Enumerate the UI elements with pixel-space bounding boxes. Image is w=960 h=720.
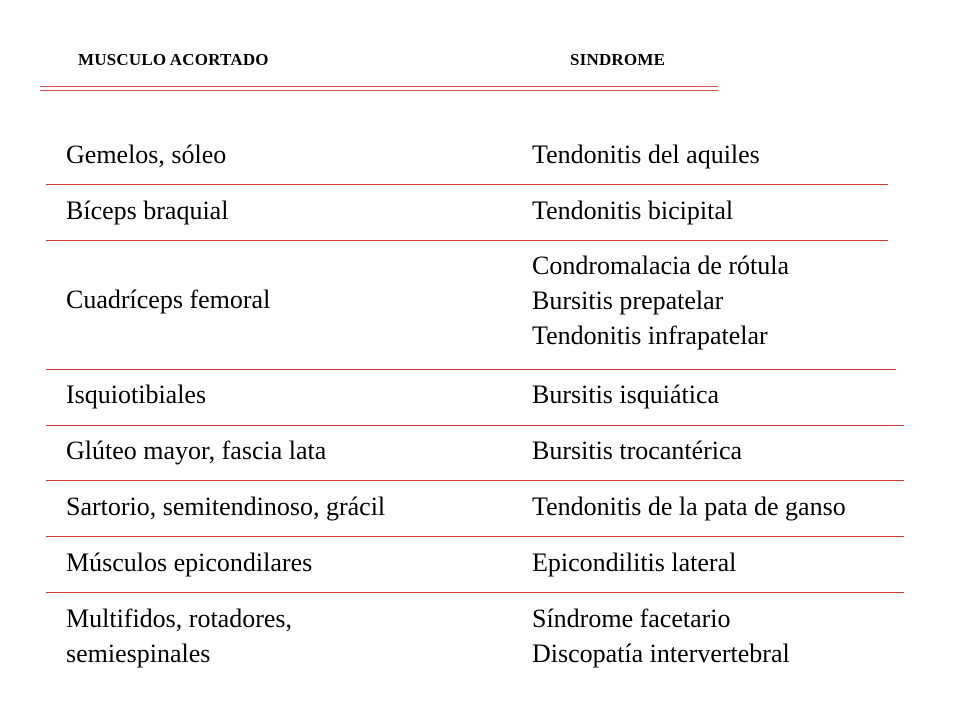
header-double-rule bbox=[40, 85, 718, 93]
syndrome-text: Tendonitis de la pata de ganso bbox=[532, 492, 846, 521]
muscle-text: Cuadríceps femoral bbox=[66, 285, 271, 314]
muscle-text: Sartorio, semitendinoso, grácil bbox=[66, 492, 386, 521]
muscle-cell bbox=[66, 489, 385, 524]
syndrome-text: Bursitis isquiática bbox=[532, 380, 720, 409]
syndrome-cell bbox=[532, 545, 736, 580]
syndrome-text: Discopatía intervertebral bbox=[532, 639, 790, 668]
syndrome-text: Epicondilitis lateral bbox=[532, 548, 737, 577]
syndrome-text: Condromalacia de rótula bbox=[532, 251, 790, 280]
syndrome-cell bbox=[532, 137, 760, 172]
syndrome-cell bbox=[532, 601, 790, 671]
header-musculo-acortado: MUSCULO ACORTADO bbox=[78, 50, 269, 69]
row-separator bbox=[46, 480, 904, 481]
muscle-cell bbox=[66, 282, 270, 317]
syndrome-cell bbox=[532, 489, 846, 524]
syndrome-text: Tendonitis del aquiles bbox=[532, 140, 760, 169]
syndrome-cell bbox=[532, 193, 733, 228]
row-separator bbox=[46, 536, 904, 537]
row-separator bbox=[46, 240, 888, 241]
muscle-cell bbox=[66, 193, 228, 228]
muscle-cell bbox=[66, 545, 312, 580]
muscle-cell bbox=[66, 377, 206, 412]
syndrome-cell bbox=[532, 433, 742, 468]
muscle-text: Músculos epicondilares bbox=[66, 548, 313, 577]
syndrome-text: Síndrome facetario bbox=[532, 604, 731, 633]
muscle-text: Bíceps braquial bbox=[66, 196, 229, 225]
muscle-text: Multifidos, rotadores, bbox=[66, 604, 293, 633]
syndrome-cell bbox=[532, 248, 789, 353]
syndrome-text: Tendonitis infrapatelar bbox=[532, 321, 768, 350]
muscle-cell bbox=[66, 137, 226, 172]
muscle-text: semiespinales bbox=[66, 639, 211, 668]
syndrome-text: Bursitis trocantérica bbox=[532, 436, 743, 465]
syndrome-text: Tendonitis bicipital bbox=[532, 196, 734, 225]
muscle-text: Gemelos, sóleo bbox=[66, 140, 227, 169]
muscle-text: Glúteo mayor, fascia lata bbox=[66, 436, 327, 465]
row-separator bbox=[46, 425, 904, 426]
muscle-text: Isquiotibiales bbox=[66, 380, 207, 409]
muscle-cell bbox=[66, 601, 292, 671]
syndrome-cell bbox=[532, 377, 719, 412]
header-sindrome: SINDROME bbox=[570, 50, 666, 69]
row-separator bbox=[46, 184, 888, 185]
row-separator bbox=[46, 369, 896, 370]
row-separator bbox=[46, 592, 904, 593]
syndrome-text: Bursitis prepatelar bbox=[532, 286, 724, 315]
muscle-cell bbox=[66, 433, 326, 468]
